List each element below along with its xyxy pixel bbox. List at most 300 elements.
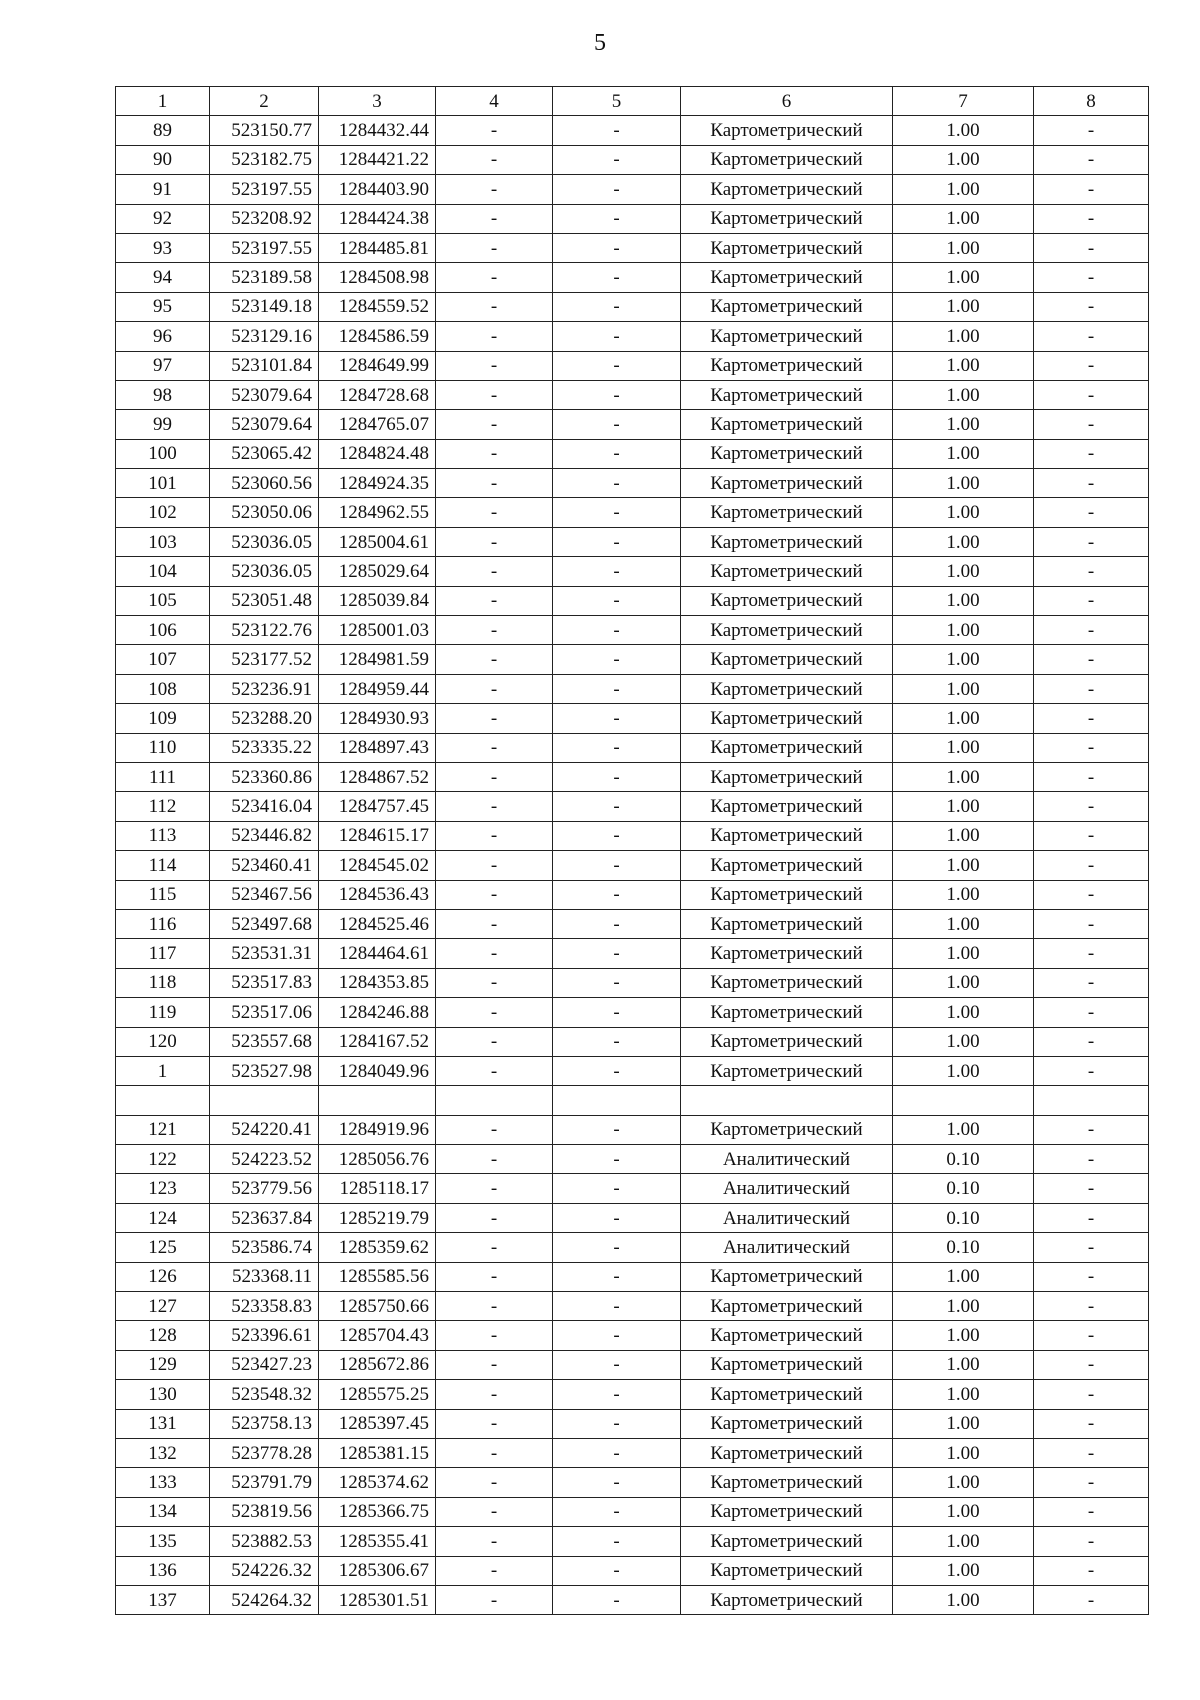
col-5-cell: -: [553, 586, 681, 615]
point-number-cell: 121: [116, 1115, 210, 1144]
col-4-cell: [436, 1086, 553, 1115]
precision-cell: 1.00: [893, 1321, 1034, 1350]
col-4-cell: -: [436, 263, 553, 292]
table-row: [116, 1027, 1149, 1056]
point-number-cell: 93: [116, 233, 210, 262]
col-4-cell: -: [436, 762, 553, 791]
point-number-cell: 118: [116, 968, 210, 997]
x-coordinate-cell: 523050.06: [210, 498, 319, 527]
col-8-cell: -: [1034, 733, 1149, 762]
y-coordinate-cell: 1285219.79: [319, 1203, 436, 1232]
method-cell: Картометрический: [681, 1350, 893, 1379]
x-coordinate-cell: 523819.56: [210, 1497, 319, 1526]
method-cell: Аналитический: [681, 1233, 893, 1262]
col-8-cell: -: [1034, 439, 1149, 468]
col-5-cell: -: [553, 1350, 681, 1379]
col-5-cell: -: [553, 998, 681, 1027]
precision-cell: 1.00: [893, 733, 1034, 762]
y-coordinate-cell: 1285359.62: [319, 1233, 436, 1262]
y-coordinate-cell: 1285397.45: [319, 1409, 436, 1438]
y-coordinate-cell: 1285056.76: [319, 1145, 436, 1174]
col-8-cell: -: [1034, 263, 1149, 292]
x-coordinate-cell: 523427.23: [210, 1350, 319, 1379]
method-cell: Картометрический: [681, 233, 893, 262]
col-8-cell: -: [1034, 1438, 1149, 1467]
point-number-cell: 127: [116, 1292, 210, 1321]
precision-cell: 1.00: [893, 116, 1034, 145]
col-4-cell: -: [436, 674, 553, 703]
x-coordinate-cell: 523467.56: [210, 880, 319, 909]
method-cell: Картометрический: [681, 880, 893, 909]
col-4-cell: -: [436, 704, 553, 733]
table-row: [116, 1556, 1149, 1585]
col-4-cell: -: [436, 292, 553, 321]
precision-cell: 1.00: [893, 233, 1034, 262]
x-coordinate-cell: 523548.32: [210, 1380, 319, 1409]
method-cell: Картометрический: [681, 1527, 893, 1556]
table-row: [116, 1086, 1149, 1115]
table-row: [116, 1527, 1149, 1556]
precision-cell: 1.00: [893, 704, 1034, 733]
method-cell: Картометрический: [681, 1056, 893, 1085]
col-4-cell: -: [436, 204, 553, 233]
table-row: [116, 998, 1149, 1027]
col-8-cell: -: [1034, 1409, 1149, 1438]
y-coordinate-cell: 1284765.07: [319, 410, 436, 439]
col-8-cell: -: [1034, 998, 1149, 1027]
table-row: [116, 204, 1149, 233]
col-5-cell: -: [553, 1145, 681, 1174]
point-number-cell: 122: [116, 1145, 210, 1174]
page-number: 5: [594, 30, 606, 56]
y-coordinate-cell: 1284757.45: [319, 792, 436, 821]
precision-cell: 0.10: [893, 1145, 1034, 1174]
precision-cell: 1.00: [893, 968, 1034, 997]
col-5-cell: -: [553, 1292, 681, 1321]
col-8-cell: -: [1034, 968, 1149, 997]
precision-cell: 0.10: [893, 1174, 1034, 1203]
col-5-cell: -: [553, 1321, 681, 1350]
table-row: [116, 1203, 1149, 1232]
method-cell: Картометрический: [681, 498, 893, 527]
point-number-cell: 99: [116, 410, 210, 439]
x-coordinate-cell: 523208.92: [210, 204, 319, 233]
y-coordinate-cell: 1284919.96: [319, 1115, 436, 1144]
point-number-cell: 101: [116, 469, 210, 498]
x-coordinate-cell: 523778.28: [210, 1438, 319, 1467]
x-coordinate-cell: 523189.58: [210, 263, 319, 292]
point-number-cell: 110: [116, 733, 210, 762]
col-4-cell: -: [436, 909, 553, 938]
y-coordinate-cell: 1285750.66: [319, 1292, 436, 1321]
x-coordinate-cell: 523079.64: [210, 410, 319, 439]
table-row: [116, 175, 1149, 204]
col-5-cell: -: [553, 851, 681, 880]
col-5-cell: -: [553, 175, 681, 204]
col-8-cell: -: [1034, 674, 1149, 703]
x-coordinate-cell: 523779.56: [210, 1174, 319, 1203]
point-number-cell: 104: [116, 557, 210, 586]
col-8-cell: -: [1034, 1292, 1149, 1321]
col-8-cell: -: [1034, 292, 1149, 321]
table-row: [116, 968, 1149, 997]
x-coordinate-cell: 523497.68: [210, 909, 319, 938]
col-5-cell: -: [553, 380, 681, 409]
col-4-cell: -: [436, 1350, 553, 1379]
y-coordinate-cell: 1285381.15: [319, 1438, 436, 1467]
col-8-cell: -: [1034, 851, 1149, 880]
col-4-cell: -: [436, 1233, 553, 1262]
precision-cell: 1.00: [893, 292, 1034, 321]
col-5-cell: -: [553, 145, 681, 174]
col-8-cell: -: [1034, 175, 1149, 204]
col-8-cell: -: [1034, 909, 1149, 938]
point-number-cell: 109: [116, 704, 210, 733]
method-cell: Картометрический: [681, 204, 893, 233]
table-body: [116, 116, 1149, 1615]
y-coordinate-cell: 1284897.43: [319, 733, 436, 762]
table-row: [116, 704, 1149, 733]
point-number-cell: 130: [116, 1380, 210, 1409]
precision-cell: 1.00: [893, 762, 1034, 791]
col-5-cell: -: [553, 616, 681, 645]
col-8-cell: -: [1034, 145, 1149, 174]
precision-cell: 0.10: [893, 1203, 1034, 1232]
method-cell: Картометрический: [681, 469, 893, 498]
col-5-cell: -: [553, 733, 681, 762]
precision-cell: 1.00: [893, 1438, 1034, 1467]
x-coordinate-cell: 523036.05: [210, 527, 319, 556]
col-5-cell: -: [553, 292, 681, 321]
col-4-cell: -: [436, 616, 553, 645]
col-8-cell: -: [1034, 1350, 1149, 1379]
col-5-cell: -: [553, 1262, 681, 1291]
y-coordinate-cell: 1285306.67: [319, 1556, 436, 1585]
point-number-cell: 125: [116, 1233, 210, 1262]
point-number-cell: 96: [116, 322, 210, 351]
method-cell: Картометрический: [681, 1380, 893, 1409]
table-row: [116, 263, 1149, 292]
table-row: [116, 1438, 1149, 1467]
precision-cell: 1.00: [893, 380, 1034, 409]
y-coordinate-cell: 1284728.68: [319, 380, 436, 409]
y-coordinate-cell: 1285374.62: [319, 1468, 436, 1497]
precision-cell: 1.00: [893, 586, 1034, 615]
method-cell: Картометрический: [681, 733, 893, 762]
col-8-cell: -: [1034, 1233, 1149, 1262]
col-4-cell: -: [436, 1292, 553, 1321]
col-8-cell: -: [1034, 792, 1149, 821]
y-coordinate-cell: 1285029.64: [319, 557, 436, 586]
col-4-cell: -: [436, 1174, 553, 1203]
table-row: [116, 616, 1149, 645]
col-4-cell: -: [436, 1497, 553, 1526]
method-cell: Картометрический: [681, 792, 893, 821]
y-coordinate-cell: 1284962.55: [319, 498, 436, 527]
col-4-cell: -: [436, 351, 553, 380]
precision-cell: 1.00: [893, 939, 1034, 968]
precision-cell: [893, 1086, 1034, 1115]
method-cell: Картометрический: [681, 1115, 893, 1144]
col-5-cell: -: [553, 1203, 681, 1232]
col-5-cell: -: [553, 1556, 681, 1585]
precision-cell: 1.00: [893, 1585, 1034, 1614]
y-coordinate-cell: 1284525.46: [319, 909, 436, 938]
y-coordinate-cell: 1284167.52: [319, 1027, 436, 1056]
col-8-cell: -: [1034, 469, 1149, 498]
x-coordinate-cell: 523531.31: [210, 939, 319, 968]
method-cell: Картометрический: [681, 674, 893, 703]
point-number-cell: 126: [116, 1262, 210, 1291]
col-4-cell: -: [436, 1585, 553, 1614]
x-coordinate-cell: [210, 1086, 319, 1115]
col-8-cell: -: [1034, 1380, 1149, 1409]
precision-cell: 1.00: [893, 1409, 1034, 1438]
x-coordinate-cell: 523197.55: [210, 175, 319, 204]
col-4-cell: -: [436, 1115, 553, 1144]
column-header-3: 3: [319, 87, 436, 116]
col-4-cell: -: [436, 116, 553, 145]
method-cell: Картометрический: [681, 292, 893, 321]
col-5-cell: [553, 1086, 681, 1115]
y-coordinate-cell: 1284649.99: [319, 351, 436, 380]
table-row: [116, 880, 1149, 909]
x-coordinate-cell: 523517.06: [210, 998, 319, 1027]
col-5-cell: -: [553, 557, 681, 586]
method-cell: Картометрический: [681, 1497, 893, 1526]
col-8-cell: -: [1034, 116, 1149, 145]
col-5-cell: -: [553, 1233, 681, 1262]
x-coordinate-cell: 523129.16: [210, 322, 319, 351]
precision-cell: 1.00: [893, 469, 1034, 498]
method-cell: Картометрический: [681, 527, 893, 556]
x-coordinate-cell: 523882.53: [210, 1527, 319, 1556]
method-cell: Картометрический: [681, 557, 893, 586]
point-number-cell: 132: [116, 1438, 210, 1467]
col-4-cell: -: [436, 380, 553, 409]
precision-cell: 1.00: [893, 792, 1034, 821]
col-4-cell: -: [436, 175, 553, 204]
coordinates-table: [115, 86, 1149, 1615]
col-5-cell: -: [553, 968, 681, 997]
method-cell: Аналитический: [681, 1145, 893, 1174]
precision-cell: 1.00: [893, 263, 1034, 292]
col-5-cell: -: [553, 204, 681, 233]
x-coordinate-cell: 523065.42: [210, 439, 319, 468]
col-4-cell: -: [436, 851, 553, 880]
col-8-cell: -: [1034, 557, 1149, 586]
table-row: [116, 1174, 1149, 1203]
method-cell: Картометрический: [681, 645, 893, 674]
precision-cell: 1.00: [893, 498, 1034, 527]
precision-cell: 1.00: [893, 527, 1034, 556]
x-coordinate-cell: 523197.55: [210, 233, 319, 262]
point-number-cell: 133: [116, 1468, 210, 1497]
x-coordinate-cell: 524226.32: [210, 1556, 319, 1585]
col-5-cell: -: [553, 674, 681, 703]
precision-cell: 1.00: [893, 1556, 1034, 1585]
col-4-cell: -: [436, 968, 553, 997]
table-row: [116, 1409, 1149, 1438]
col-8-cell: -: [1034, 233, 1149, 262]
method-cell: Картометрический: [681, 145, 893, 174]
table-row: [116, 1145, 1149, 1174]
table-row: [116, 233, 1149, 262]
col-8-cell: -: [1034, 1556, 1149, 1585]
col-5-cell: -: [553, 116, 681, 145]
table-row: [116, 939, 1149, 968]
table-row: [116, 351, 1149, 380]
table-row: [116, 1115, 1149, 1144]
method-cell: Картометрический: [681, 380, 893, 409]
point-number-cell: 91: [116, 175, 210, 204]
y-coordinate-cell: 1284485.81: [319, 233, 436, 262]
y-coordinate-cell: 1284353.85: [319, 968, 436, 997]
precision-cell: 1.00: [893, 1497, 1034, 1526]
col-5-cell: -: [553, 263, 681, 292]
x-coordinate-cell: 523557.68: [210, 1027, 319, 1056]
precision-cell: 1.00: [893, 1350, 1034, 1379]
table-row: [116, 1292, 1149, 1321]
x-coordinate-cell: 523079.64: [210, 380, 319, 409]
col-5-cell: -: [553, 704, 681, 733]
table-row: [116, 410, 1149, 439]
y-coordinate-cell: 1284615.17: [319, 821, 436, 850]
table-row: [116, 733, 1149, 762]
col-4-cell: -: [436, 233, 553, 262]
col-4-cell: -: [436, 939, 553, 968]
x-coordinate-cell: 523396.61: [210, 1321, 319, 1350]
x-coordinate-cell: 523051.48: [210, 586, 319, 615]
col-4-cell: -: [436, 322, 553, 351]
y-coordinate-cell: 1284924.35: [319, 469, 436, 498]
col-5-cell: -: [553, 762, 681, 791]
method-cell: Картометрический: [681, 616, 893, 645]
precision-cell: 1.00: [893, 616, 1034, 645]
method-cell: Картометрический: [681, 351, 893, 380]
point-number-cell: 106: [116, 616, 210, 645]
y-coordinate-cell: 1285585.56: [319, 1262, 436, 1291]
col-8-cell: -: [1034, 1056, 1149, 1085]
precision-cell: 1.00: [893, 204, 1034, 233]
method-cell: Картометрический: [681, 851, 893, 880]
col-4-cell: -: [436, 733, 553, 762]
col-8-cell: -: [1034, 704, 1149, 733]
precision-cell: 1.00: [893, 175, 1034, 204]
col-5-cell: -: [553, 1527, 681, 1556]
table-row: [116, 527, 1149, 556]
x-coordinate-cell: 524223.52: [210, 1145, 319, 1174]
x-coordinate-cell: 523335.22: [210, 733, 319, 762]
point-number-cell: 113: [116, 821, 210, 850]
table-row: [116, 439, 1149, 468]
x-coordinate-cell: 523416.04: [210, 792, 319, 821]
point-number-cell: 95: [116, 292, 210, 321]
col-5-cell: -: [553, 1468, 681, 1497]
precision-cell: 1.00: [893, 1027, 1034, 1056]
point-number-cell: 116: [116, 909, 210, 938]
column-header-8: 8: [1034, 87, 1149, 116]
table-row: [116, 674, 1149, 703]
table-row: [116, 762, 1149, 791]
method-cell: Картометрический: [681, 439, 893, 468]
x-coordinate-cell: 523182.75: [210, 145, 319, 174]
point-number-cell: 89: [116, 116, 210, 145]
point-number-cell: 134: [116, 1497, 210, 1526]
y-coordinate-cell: 1284867.52: [319, 762, 436, 791]
col-5-cell: -: [553, 792, 681, 821]
col-8-cell: -: [1034, 498, 1149, 527]
table-row: [116, 586, 1149, 615]
point-number-cell: 128: [116, 1321, 210, 1350]
col-8-cell: -: [1034, 1527, 1149, 1556]
point-number-cell: 124: [116, 1203, 210, 1232]
x-coordinate-cell: 523236.91: [210, 674, 319, 703]
precision-cell: 1.00: [893, 821, 1034, 850]
method-cell: Картометрический: [681, 1438, 893, 1467]
col-4-cell: -: [436, 410, 553, 439]
column-header-6: 6: [681, 87, 893, 116]
method-cell: Картометрический: [681, 909, 893, 938]
y-coordinate-cell: 1284586.59: [319, 322, 436, 351]
precision-cell: 1.00: [893, 410, 1034, 439]
point-number-cell: [116, 1086, 210, 1115]
y-coordinate-cell: 1284464.61: [319, 939, 436, 968]
point-number-cell: 117: [116, 939, 210, 968]
col-8-cell: -: [1034, 939, 1149, 968]
col-8-cell: [1034, 1086, 1149, 1115]
col-4-cell: -: [436, 586, 553, 615]
point-number-cell: 1: [116, 1056, 210, 1085]
method-cell: Картометрический: [681, 998, 893, 1027]
y-coordinate-cell: 1284246.88: [319, 998, 436, 1027]
col-5-cell: -: [553, 939, 681, 968]
col-5-cell: -: [553, 469, 681, 498]
precision-cell: 1.00: [893, 998, 1034, 1027]
col-4-cell: -: [436, 1056, 553, 1085]
method-cell: Картометрический: [681, 1468, 893, 1497]
y-coordinate-cell: 1284508.98: [319, 263, 436, 292]
col-5-cell: -: [553, 498, 681, 527]
precision-cell: 1.00: [893, 880, 1034, 909]
col-8-cell: -: [1034, 616, 1149, 645]
column-header-1: 1: [116, 87, 210, 116]
table-row: [116, 557, 1149, 586]
x-coordinate-cell: 523637.84: [210, 1203, 319, 1232]
col-4-cell: -: [436, 439, 553, 468]
method-cell: Картометрический: [681, 410, 893, 439]
table-row: [116, 1350, 1149, 1379]
col-8-cell: -: [1034, 586, 1149, 615]
col-4-cell: -: [436, 1321, 553, 1350]
x-coordinate-cell: 523288.20: [210, 704, 319, 733]
point-number-cell: 102: [116, 498, 210, 527]
col-8-cell: -: [1034, 762, 1149, 791]
col-8-cell: -: [1034, 1497, 1149, 1526]
x-coordinate-cell: 523527.98: [210, 1056, 319, 1085]
precision-cell: 1.00: [893, 145, 1034, 174]
precision-cell: 1.00: [893, 557, 1034, 586]
precision-cell: 1.00: [893, 439, 1034, 468]
col-4-cell: -: [436, 557, 553, 586]
col-4-cell: -: [436, 498, 553, 527]
col-8-cell: -: [1034, 1027, 1149, 1056]
col-4-cell: -: [436, 1409, 553, 1438]
method-cell: Картометрический: [681, 175, 893, 204]
col-5-cell: -: [553, 1056, 681, 1085]
point-number-cell: 114: [116, 851, 210, 880]
method-cell: Аналитический: [681, 1203, 893, 1232]
